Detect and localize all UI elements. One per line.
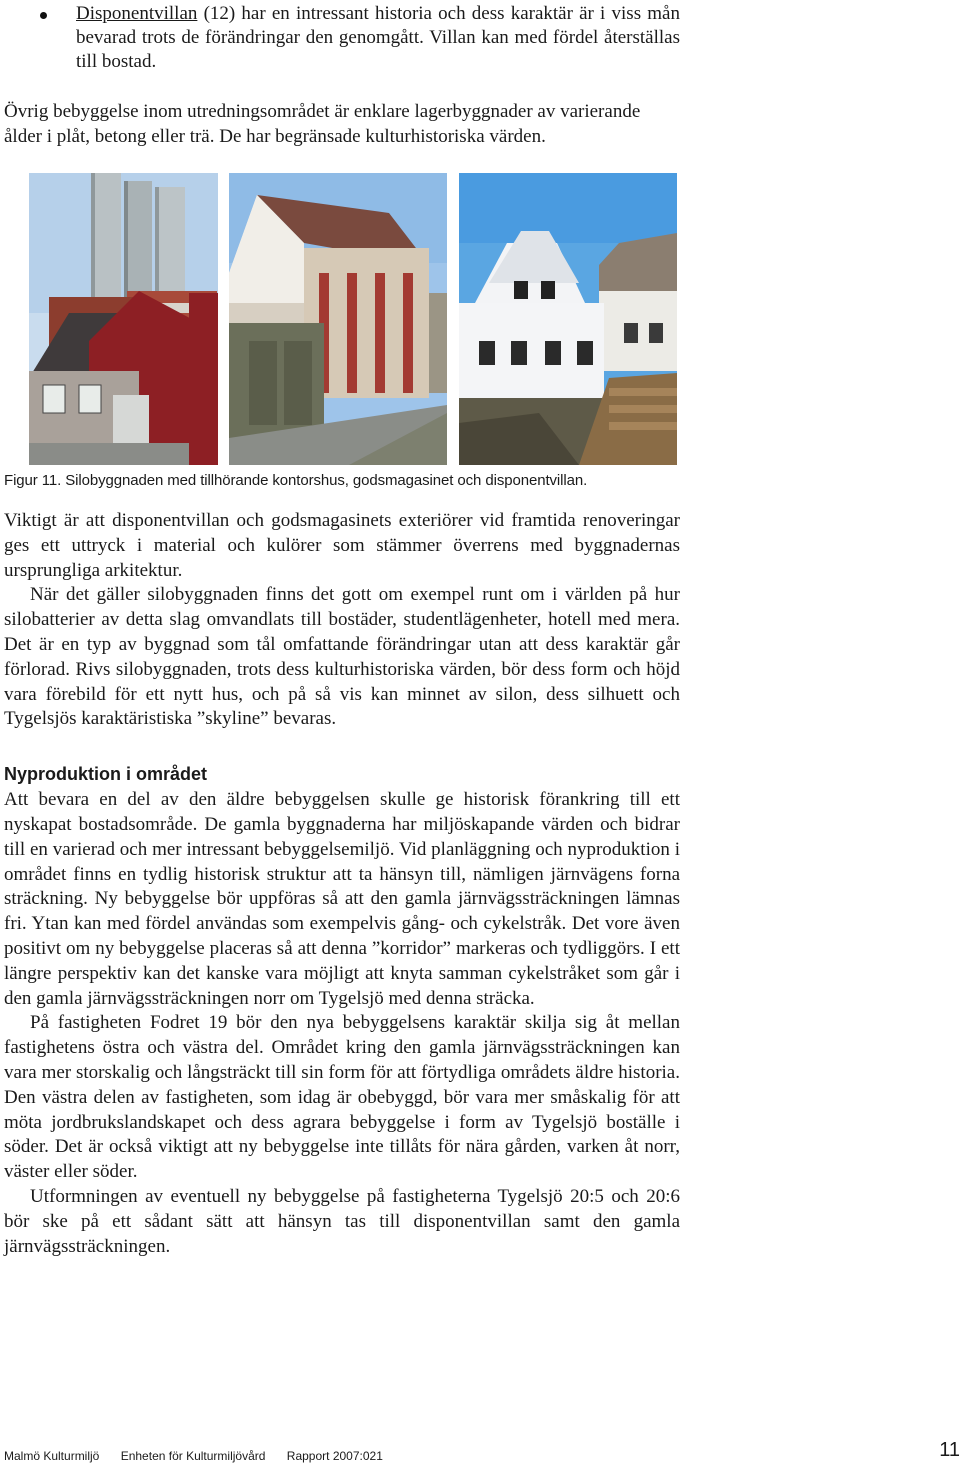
paragraph: På fastigheten Fodret 19 bör den nya bebyggelsens karaktär skilja sig åt mellan fastighetens östra och västra del. Området kring den gamla järnvägssträckningen kan vara mer storskalig och långsträckt till sin form för att förtydliga områdets äldre historia. Den västra delen av fastigheten, som idag är obebyggd, bör vara mer småskalig för att möta jordbrukslandskapet och dess agrara bebyggelse i form av Tygelsjö boställe i söder. Det är också viktigt att ny bebyggelse inte tillåts för nära gården, varken åt norr, väster eller söder.: [4, 1012, 680, 1183]
bullet-term: Disponentvillan: [76, 3, 198, 24]
footer-report: Rapport 2007:021: [286, 1449, 383, 1463]
photo-disponentvillan: [459, 173, 677, 465]
bullet-dot-icon: [40, 12, 47, 19]
photo-godsmagasinet: [229, 173, 447, 465]
bullet-item: [40, 2, 680, 74]
photo-silo-building: [29, 173, 218, 465]
footer-org: Malmö Kulturmiljö: [4, 1449, 100, 1463]
paragraph: Utformningen av eventuell ny bebyggelse på fastigheterna Tygelsjö 20:5 och 20:6 bör ske på ett sådant sätt att hänsyn tas till disponentvillan samt den gamla järnvägssträckningen.: [4, 1185, 680, 1257]
page-footer: [4, 1439, 960, 1464]
intro-paragraph: Övrig bebyggelse inom utredningsområdet är enklare lagerbyggnader av varierande ålder i plåt, betong eller trä. De har begränsade kulturhistoriska värden.: [4, 101, 641, 147]
section-heading: Nyproduktion i området: [4, 764, 208, 785]
footer-unit: Enheten för Kulturmiljövård: [120, 1449, 266, 1463]
paragraph: När det gäller silobyggnaden finns det gott om exempel runt om i världen på hur silobatterier av detta slag omvandlats till bostäder, studentlägenheter, hotell med mera. Det är en typ av byggnad som tål omfattande förändringar utan att dess karaktär går förlorad. Rivs silobyggnaden, trots dess kulturhistoriska värden, bör dess form och höjd vara förebild för ett nytt hus, och på så vis kan minnet av silon, dess silhuett och Tygelsjös karaktäristiska ”skyline” bevaras.: [4, 584, 680, 730]
body-text: [4, 509, 680, 1259]
paragraph: Att bevara en del av den äldre bebyggelsen skulle ge historisk förankring till ett nyskapat bostadsområde. De gamla byggnaderna har miljöskapande värden och bidrar till en varierad och mer intressant bebyggelsemiljö. Vid planläggning och nyproduktion i området finns en tydlig historisk struktur att ta hänsyn till, nämligen järnvägens forna sträckning. Ny bebyggelse bör uppföras så att den gamla järnvägssträckningen lämnas fri. Ytan kan med fördel användas som exempelvis gång- och cykelstråk. Det vore även positivt om ny bebyggelse placeras så att denna ”korridor” markeras och tydliggörs. I ett längre perspektiv kan det kanske vara möjligt att knyta samman cykelstråket som går i den gamla järnvägssträckningen norr om Tygelsjö med denna sträcka.: [4, 789, 680, 1009]
bullet-text: [76, 2, 680, 74]
page-number: 11: [939, 1439, 960, 1461]
bullet-description: (12) har en intressant historia och dess karaktär är i viss mån bevarad trots de förändringar den genomgått. Villan kan med fördel återställas till bostad.: [76, 3, 680, 72]
figure-photos: [0, 173, 960, 465]
paragraph: Viktigt är att disponentvillan och godsmagasinets exteriörer vid framtida renoveringar ges ett uttryck i material och kulörer som stämmer överrens med byggnadernas ursprungliga arkitektur.: [4, 510, 680, 581]
figure-caption: Figur 11. Silobyggnaden med tillhörande kontorshus, godsmagasinet och disponentvillan.: [4, 472, 588, 489]
